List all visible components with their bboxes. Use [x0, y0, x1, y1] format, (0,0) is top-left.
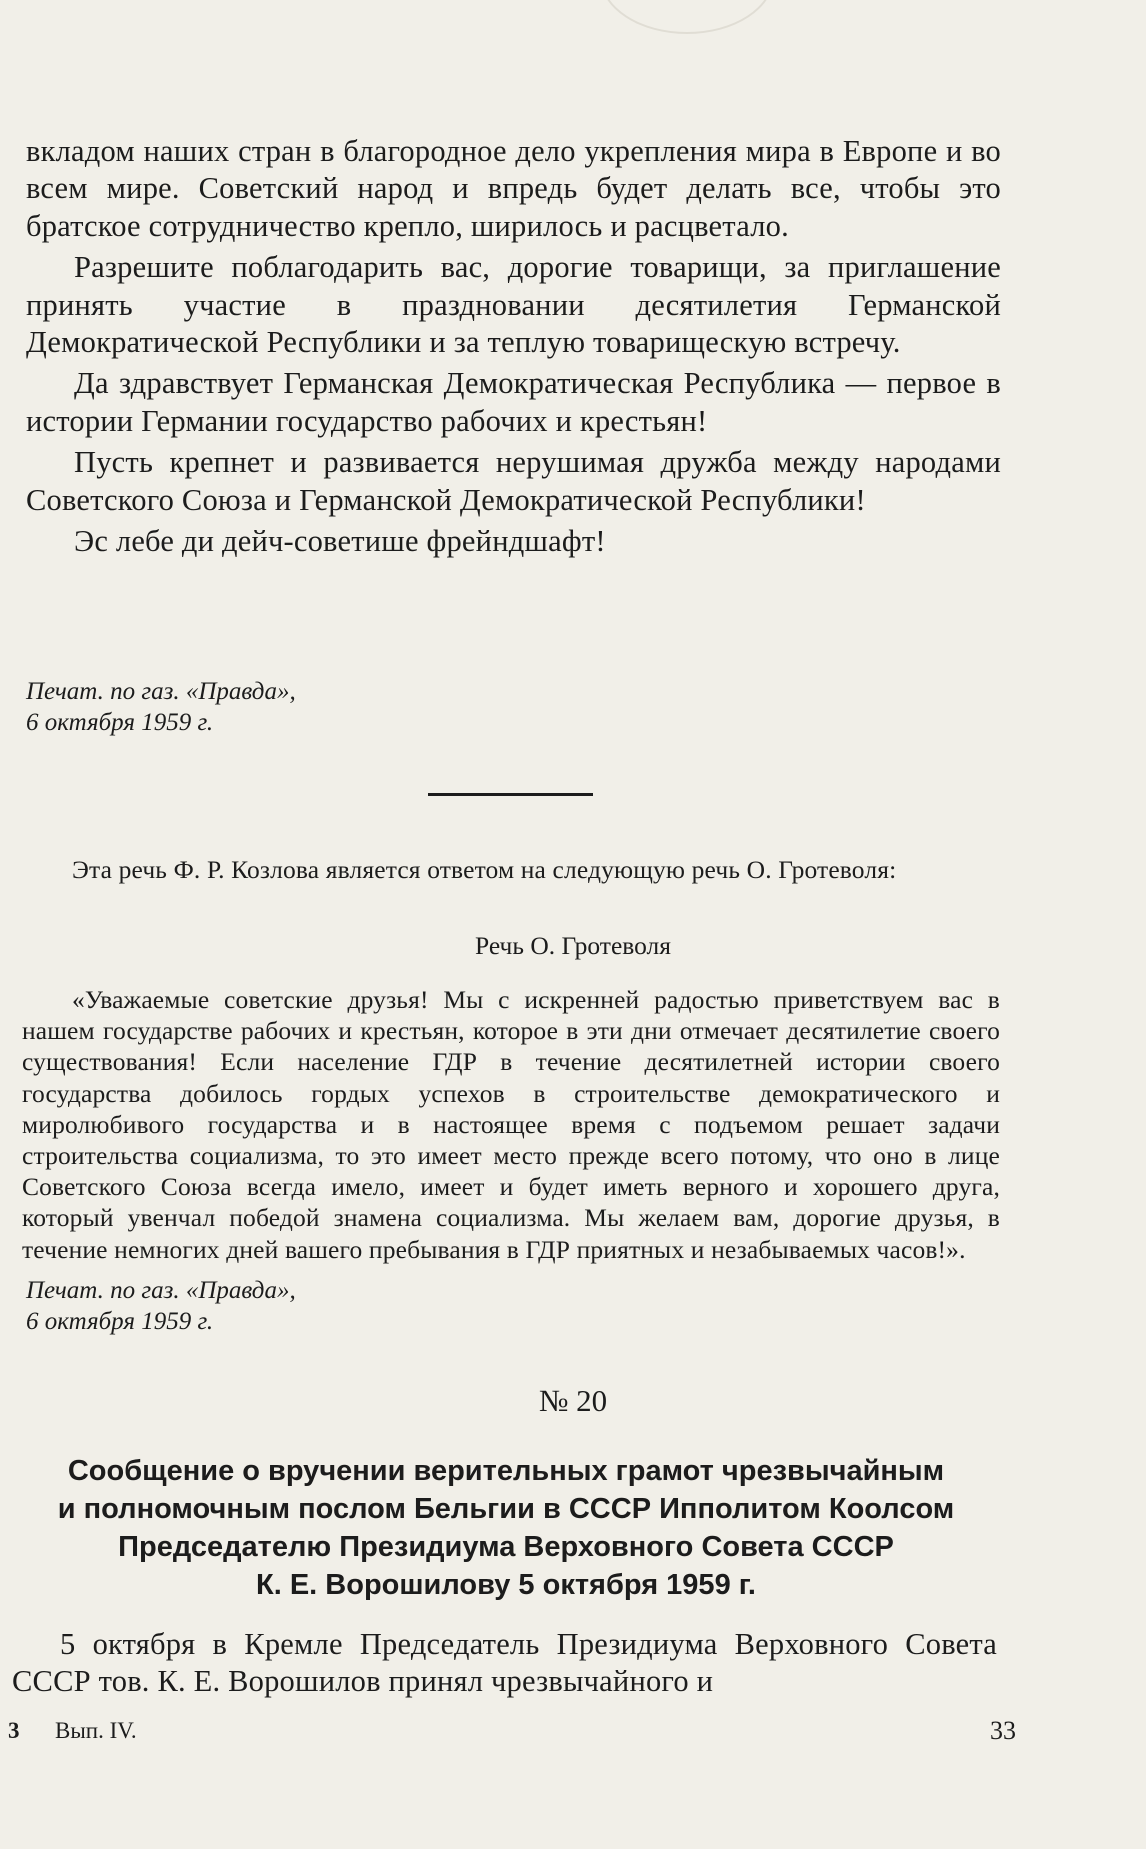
source-citation: [26, 676, 426, 738]
heading-line: Сообщение о вручении верительных грамот чрезвычайным: [67, 1455, 945, 1487]
source-line: Печат. по газ. «Правда»,: [26, 678, 296, 705]
paragraph: Пусть крепнет и развивается нерушимая дружба между народами Советского Союза и Германской Демократической Республики!: [26, 445, 1001, 517]
document-number: № 20: [538, 1383, 608, 1418]
document-heading: [26, 1452, 986, 1604]
speech-text: «Уважаемые советские друзья! Мы с искренней радостью приветствуем вас в нашем государстве рабочих и крестьян, которое в эти дни отмечает десятилетие своего существования! Если население ГДР в течение десятилетней истории своего государства добилось гордых успехов в строительстве демократического и миролюбивого государства и в настоящее время с подъемом решает задачи строительства социализма, то это имеет место прежде всего потому, что оно в лице Советского Союза всегда имело, имеет и будет иметь верного и хорошего друга, который увенчал победой знамена социализма. Мы желаем вам, дорогие друзья, в течение немногих дней вашего пребывания в ГДР приятных и незабываемых часов!».: [22, 985, 1000, 1264]
paragraph: Эс лебе ди дейч-советише фрейндшафт!: [74, 524, 606, 559]
speech-block: [22, 984, 1000, 1265]
report-text: [12, 1626, 997, 1705]
heading-line: Председателю Президиума Верховного Совета СССР: [118, 1531, 894, 1563]
signature-mark: 3: [8, 1718, 20, 1743]
page-number: 33: [990, 1716, 1016, 1745]
section-divider: [428, 793, 593, 796]
heading-line: и полномочным послом Бельгии в СССР Ипполитом Коолсом: [57, 1493, 955, 1525]
paragraph: 5 октября в Кремле Председатель Президиума Верховного Совета СССР тов. К. Е. Ворошилов принял чрезвычайного и: [12, 1627, 997, 1699]
source-date: 6 октября 1959 г.: [26, 709, 214, 736]
source-citation: [26, 1275, 426, 1337]
intro-note-text: Эта речь Ф. Р. Козлова является ответом на следующую речь О. Гротеволя:: [72, 855, 897, 884]
issue-label: Вып. IV.: [55, 1718, 137, 1743]
bleed-through-stamp: [600, 0, 774, 34]
paragraph: вкладом наших стран в благородное дело укрепления мира в Европе и во всем мире. Советский народ и впредь будет делать все, чтобы это братское сотрудничество крепло, ширилось и расцветало.: [26, 134, 1001, 243]
heading-line: К. Е. Ворошилову 5 октября 1959 г.: [256, 1569, 756, 1601]
source-date: 6 октября 1959 г.: [26, 1308, 214, 1335]
source-line: Печат. по газ. «Правда»,: [26, 1277, 296, 1304]
paragraph: Разрешите поблагодарить вас, дорогие товарищи, за приглашение принять участие в праздновании десятилетия Германской Демократической Республики и за теплую товарищескую встречу.: [26, 250, 1001, 360]
paragraph: Да здравствует Германская Демократическая Республика — первое в истории Германии государство рабочих и крестьян!: [26, 366, 1001, 438]
speech-title: Речь О. Гротеволя: [474, 931, 672, 960]
intro-note: [22, 854, 1000, 885]
speech-ending: [26, 133, 1001, 564]
